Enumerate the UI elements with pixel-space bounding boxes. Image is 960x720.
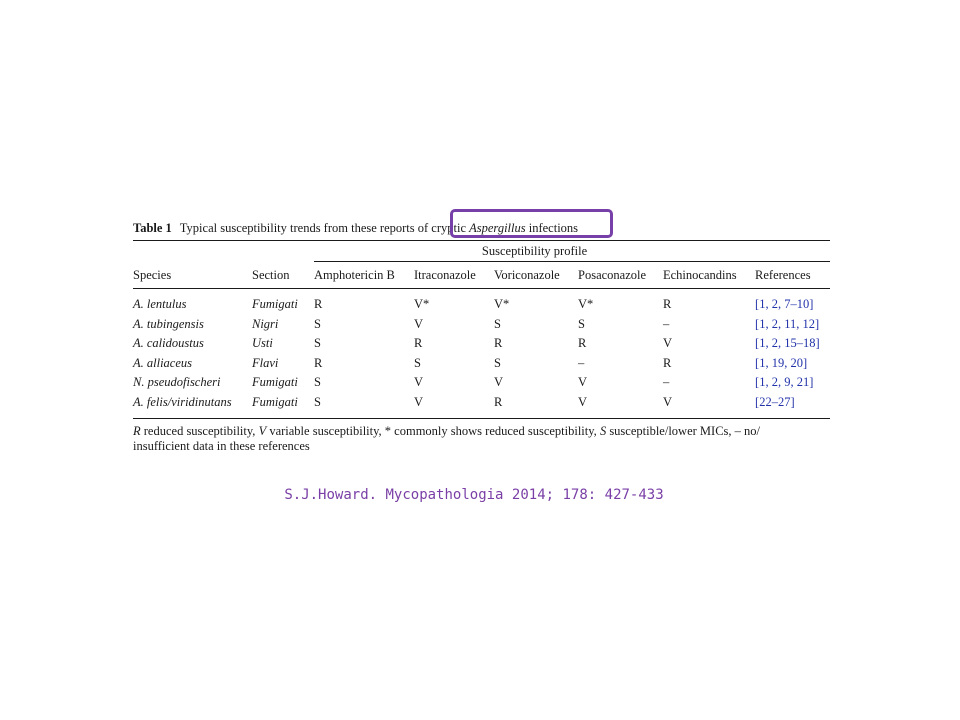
echinocandins-cell: R <box>663 297 672 311</box>
voriconazole-cell: V <box>494 375 504 389</box>
echinocandins-cell: V <box>663 394 673 409</box>
footnote-s-text: susceptible/lower MICs, – no/ <box>606 424 760 438</box>
references-cell[interactable]: [1, 2, 15–18] <box>755 336 820 350</box>
species-cell: A. felis/viridinutans <box>133 394 232 409</box>
caption-italic-genus: Aspergillus <box>469 221 526 235</box>
column-header-row <box>133 262 830 289</box>
column-header: Species <box>133 268 172 282</box>
references-cell[interactable]: [22–27] <box>755 394 795 409</box>
column-header: Voriconazole <box>494 268 560 282</box>
section-cell: Flavi <box>252 355 279 370</box>
voriconazole-cell: V* <box>494 297 510 311</box>
voriconazole-cell: S <box>494 355 501 370</box>
voriconazole-cell: S <box>494 316 501 331</box>
footnote-v-text: variable susceptibility, * commonly shows reduced susceptibility, <box>266 424 600 438</box>
column-header: Itraconazole <box>414 268 476 282</box>
section-cell: Fumigati <box>252 375 298 389</box>
section-cell: Fumigati <box>252 394 298 409</box>
amphotericin-cell: R <box>314 355 323 370</box>
footnote-r-text: reduced susceptibility, <box>140 424 259 438</box>
table-number: Table 1 <box>133 221 172 235</box>
amphotericin-cell: R <box>314 297 323 311</box>
itraconazole-cell: R <box>414 336 423 350</box>
echinocandins-cell: – <box>663 375 670 389</box>
table-row <box>133 373 830 393</box>
itraconazole-cell: V* <box>414 297 430 311</box>
echinocandins-cell: R <box>663 355 672 370</box>
section-cell: Usti <box>252 336 273 350</box>
caption-text-before: Typical susceptibility trends from these reports of cryptic <box>179 221 470 235</box>
voriconazole-cell: R <box>494 336 503 350</box>
table-row <box>133 295 830 315</box>
column-header: Amphotericin B <box>314 268 395 282</box>
species-cell: A. lentulus <box>133 297 187 311</box>
source-citation: S.J.Howard. Mycopathologia 2014; 178: 427-433 <box>284 487 664 503</box>
references-cell[interactable]: [1, 2, 11, 12] <box>755 316 820 331</box>
posaconazole-cell: S <box>578 316 585 331</box>
itraconazole-cell: V <box>414 375 424 389</box>
posaconazole-cell: V* <box>578 297 594 311</box>
posaconazole-cell: V <box>578 375 588 389</box>
posaconazole-cell: V <box>578 394 588 409</box>
amphotericin-cell: S <box>314 316 321 331</box>
echinocandins-cell: – <box>663 316 670 331</box>
caption-text-after: infections <box>525 221 579 235</box>
footnote-r-key: R <box>133 424 141 438</box>
references-cell[interactable]: [1, 2, 7–10] <box>755 297 814 311</box>
posaconazole-cell: – <box>578 355 585 370</box>
susceptibility-table-figure <box>133 216 830 454</box>
itraconazole-cell: V <box>414 394 424 409</box>
references-cell[interactable]: [1, 2, 9, 21] <box>755 375 814 389</box>
voriconazole-cell: R <box>494 394 503 409</box>
column-header: References <box>755 268 811 282</box>
column-header: Echinocandins <box>663 268 737 282</box>
footnote-line-2: insufficient data in these references <box>133 439 310 453</box>
echinocandins-cell: V <box>663 336 673 350</box>
table-footnote <box>133 424 830 454</box>
species-cell: A. tubingensis <box>133 316 204 331</box>
species-cell: N. pseudofischeri <box>133 375 221 389</box>
posaconazole-cell: R <box>578 336 587 350</box>
itraconazole-cell: V <box>414 316 424 331</box>
column-header: Posaconazole <box>578 268 647 282</box>
table-caption <box>133 216 830 240</box>
footnote-s-key: S <box>599 424 607 438</box>
references-cell[interactable]: [1, 19, 20] <box>755 355 808 370</box>
group-header-row <box>133 241 830 262</box>
footnote-line-1 <box>133 424 830 439</box>
table-bottom-rule <box>133 419 830 420</box>
table-row <box>133 315 830 335</box>
table-row <box>133 393 830 413</box>
susceptibility-table <box>133 241 830 419</box>
itraconazole-cell: S <box>414 355 421 370</box>
amphotericin-cell: S <box>314 375 321 389</box>
species-cell: A. alliaceus <box>133 355 193 370</box>
species-cell: A. calidoustus <box>133 336 204 350</box>
section-cell: Fumigati <box>252 297 298 311</box>
amphotericin-cell: S <box>314 394 321 409</box>
amphotericin-cell: S <box>314 336 321 350</box>
section-cell: Nigri <box>252 316 279 331</box>
table-row <box>133 354 830 374</box>
group-header-label: Susceptibility profile <box>481 244 588 258</box>
footnote-v-key: V <box>258 424 267 438</box>
table-row <box>133 334 830 354</box>
column-header: Section <box>252 268 290 282</box>
